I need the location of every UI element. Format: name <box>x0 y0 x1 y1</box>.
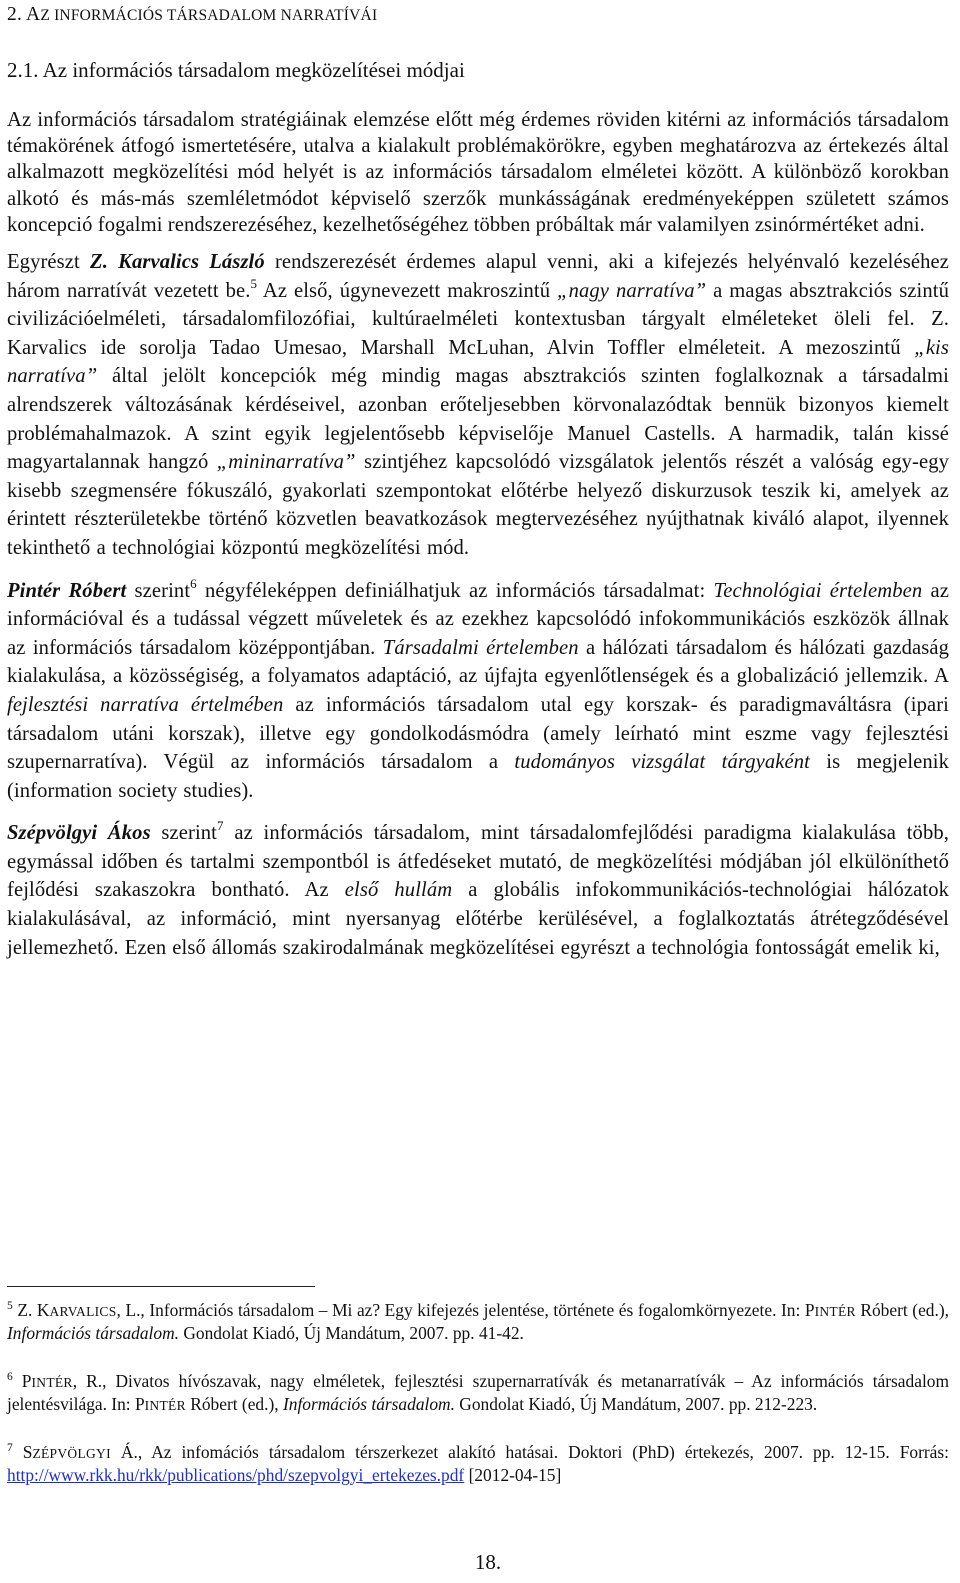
term-elso-hullam: első hullám <box>344 879 453 902</box>
term-tudomanyos: tudományos vizsgálat tárgyaként <box>514 751 810 774</box>
text-run: Gondolat Kiadó, Új Mandátum, 2007. pp. 212-223. <box>454 1393 818 1414</box>
text-run: négyféleképpen definiálhatjuk az információs társadalmat: <box>196 579 714 602</box>
chapter-number: 2. <box>7 4 23 25</box>
text-run: az információval és a tudással végzett műveletek és az ezekhez kapcsolódó infokommunikációs eszközök állnak az információs társadalom középpontjában. <box>7 579 950 659</box>
text-run: S <box>12 1442 33 1462</box>
footnote-ref: 5 <box>250 275 258 291</box>
text-run: is megjelenik (information society studies). <box>7 751 949 802</box>
text-run: Az első, úgynevezett makroszintű <box>257 279 558 302</box>
text-run: Á., Az infomációs társadalom térszerkezet alakító hatásai. Doktori (PhD) értekezés, 2007. pp. 12-15. Forrás: <box>110 1442 949 1462</box>
term-tarsadalmi: Társadalmi értelemben <box>382 636 579 659</box>
book-title: Információs társadalom. <box>7 1322 179 1343</box>
text-run: rendszerezését érdemes alapul venni, aki a kifejezés helyénvaló kezeléséhez három narratívát vezetett be. <box>7 251 949 302</box>
footnote-6 <box>7 1371 949 1416</box>
text-run: [2012-04-15] <box>464 1464 562 1485</box>
page-number: 18. <box>474 1550 502 1574</box>
text-run: P <box>12 1371 32 1391</box>
text-run: szerint <box>126 579 191 602</box>
term-kis-narrativa: „kis narratíva” <box>7 336 949 388</box>
text-run: Róbert (ed.), <box>185 1393 283 1414</box>
text-run: a magas absztrakciós szintű civilizációelméleti, társadalomfilozófiai, kultúraelméleti kontextusban tárgyalt elméleteket öleli fel. Z. Karvalics ide sorolja Tadao Umesao, Marshall McLuhan, Alvin Toffler elméleteit. A mezoszintű <box>7 279 949 359</box>
author-name: Pintér Róbert <box>7 579 127 602</box>
footnote-7 <box>7 1442 949 1486</box>
smallcaps-run: INTÉR <box>814 1304 856 1319</box>
text-run: , L., Információs társadalom – Mi az? Egy kifejezés jelentése, története és fogalomkörnyezete. In: P <box>116 1300 815 1320</box>
smallcaps-run: INTÉR <box>144 1397 186 1413</box>
smallcaps-run: ZÉPVÖLGYI <box>32 1446 111 1461</box>
chapter-first-letter: A <box>26 4 41 25</box>
paragraph-pinter <box>7 577 949 806</box>
text-run: szintjéhez kapcsolódó vizsgálatok jelentős részét a valóság egy-egy kisebb szegmensére fókuszáló, gyakorlati szempontokat előtérbe helyező diskurzusok teszik ki, amelyek az érintett részterületekbe történő közvetlen beavatkozások megtervezéséhez nyújthatnak kiváló alapot, ilyennek tekinthető a technológiai központú megközelítési mód. <box>7 451 949 559</box>
smallcaps-run: ARVALICS <box>49 1304 117 1319</box>
term-fejlesztesi: fejlesztési narratíva értelmében <box>7 693 284 716</box>
footnote-number: 7 <box>7 1442 13 1454</box>
term-mininarrativa: „mininarratíva” <box>216 451 356 474</box>
text-run: Z. K <box>12 1300 50 1320</box>
footnote-number: 6 <box>7 1371 13 1383</box>
chapter-heading <box>7 3 949 28</box>
text-run: Róbert (ed.), <box>855 1300 949 1320</box>
term-nagy-narrativa: „nagy narratíva” <box>557 279 707 302</box>
paragraph-intro: Az információs társadalom stratégiáinak elemzése előtt még érdemes röviden kitérni az információs társadalom témakörének átfogó ismertetésére, utalva a kialakult problémakörökre, egyben meghatározva az értekezés által alkalmazott megközelítési mód helyét is az információs társadalom elméletei között. A különböző korokban alkotó és más-más szemléletmódot képviselő szerzők munkásságának eredményeképpen született számos koncepció fogalmi rendszerezéséhez, kezelhetőségéhez többen próbáltak már valamilyen zsinórmértéket adni. <box>7 109 949 236</box>
text-run: a hálózati társadalom és hálózati gazdaság kialakulása, a közösségiség, a folyamatos adaptáció, az újfajta egyenlőtlenségek és a globalizáció jellemzik. A <box>7 636 950 688</box>
chapter-title-smallcaps: Z INFORMÁCIÓS TÁRSADALOM NARRATÍVÁI <box>40 7 378 24</box>
text-run: az információs társadalom utal egy korszak- és paradigmaváltásra (ipari társadalom utáni korszak), illetve egy gondolkodásmódra (amely leírható mint eszme vagy fejlesztési szupernarratíva). Végül az információs társadalom a <box>7 693 949 774</box>
book-title: Információs társadalom. <box>282 1393 455 1414</box>
footnote-ref: 6 <box>190 575 197 591</box>
term-technologiai: Technológiai értelemben <box>713 579 923 602</box>
source-link[interactable]: http://www.rkk.hu/rkk/publications/phd/szepvolgyi_ertekezes.pdf <box>7 1464 465 1485</box>
text-run: Gondolat Kiadó, Új Mandátum, 2007. pp. 41-42. <box>178 1322 524 1343</box>
paragraph-karvalics <box>7 248 949 563</box>
smallcaps-run: INTÉR <box>31 1375 73 1390</box>
footnote-ref: 7 <box>217 818 224 834</box>
text-run: Egyrészt <box>7 251 91 274</box>
section-heading: 2.1. Az információs társadalom megközelítései módjai <box>7 58 465 82</box>
footnote-5 <box>7 1300 949 1344</box>
author-name: Szépvölgyi Ákos <box>7 822 151 845</box>
footnote-number: 5 <box>7 1300 13 1312</box>
footnote-separator <box>7 1286 315 1287</box>
text-run: az információs társadalom, mint társadalomfejlődési paradigma kialakulása több, egymással időben és tartalmi szempontból is átfedéseket mutató, de megközelítési módjában jól elkülöníthető fejlődési szakaszokra bontható. Az <box>7 822 949 902</box>
paragraph-szepvolgyi <box>7 819 949 962</box>
text-run: szerint <box>150 822 217 845</box>
text-run: által jelölt koncepciók még mindig magas absztrakciós szinten foglalkoznak a társadalmi alrendszerek változásának kérdéseivel, azonban erőteljesebben körvonalazódtak bennük bizonyos kiemelt problémahalmazok. A szint egyik legjelentősebb képviselője Manuel Castells. A harmadik, talán kissé magyartalannak hangzó <box>7 365 949 474</box>
text-run: , R., Divatos hívószavak, nagy elméletek, fejlesztési szupernarratívák és metanarratívák – Az információs társadalom jelentésvilága. In: P <box>7 1371 949 1414</box>
document-page <box>7 0 949 962</box>
text-run: a globális infokommunikációs-technológiai hálózatok kialakulásával, az információ, mint nyersanyag előtérbe kerülésével, a foglalkoztatás átrétegződésével jellemezhető. Ezen első állomás szakirodalmának megközelítései egyrészt a technológia fontosságát emelik ki, <box>7 879 949 959</box>
author-name: Z. Karvalics László <box>90 251 265 274</box>
